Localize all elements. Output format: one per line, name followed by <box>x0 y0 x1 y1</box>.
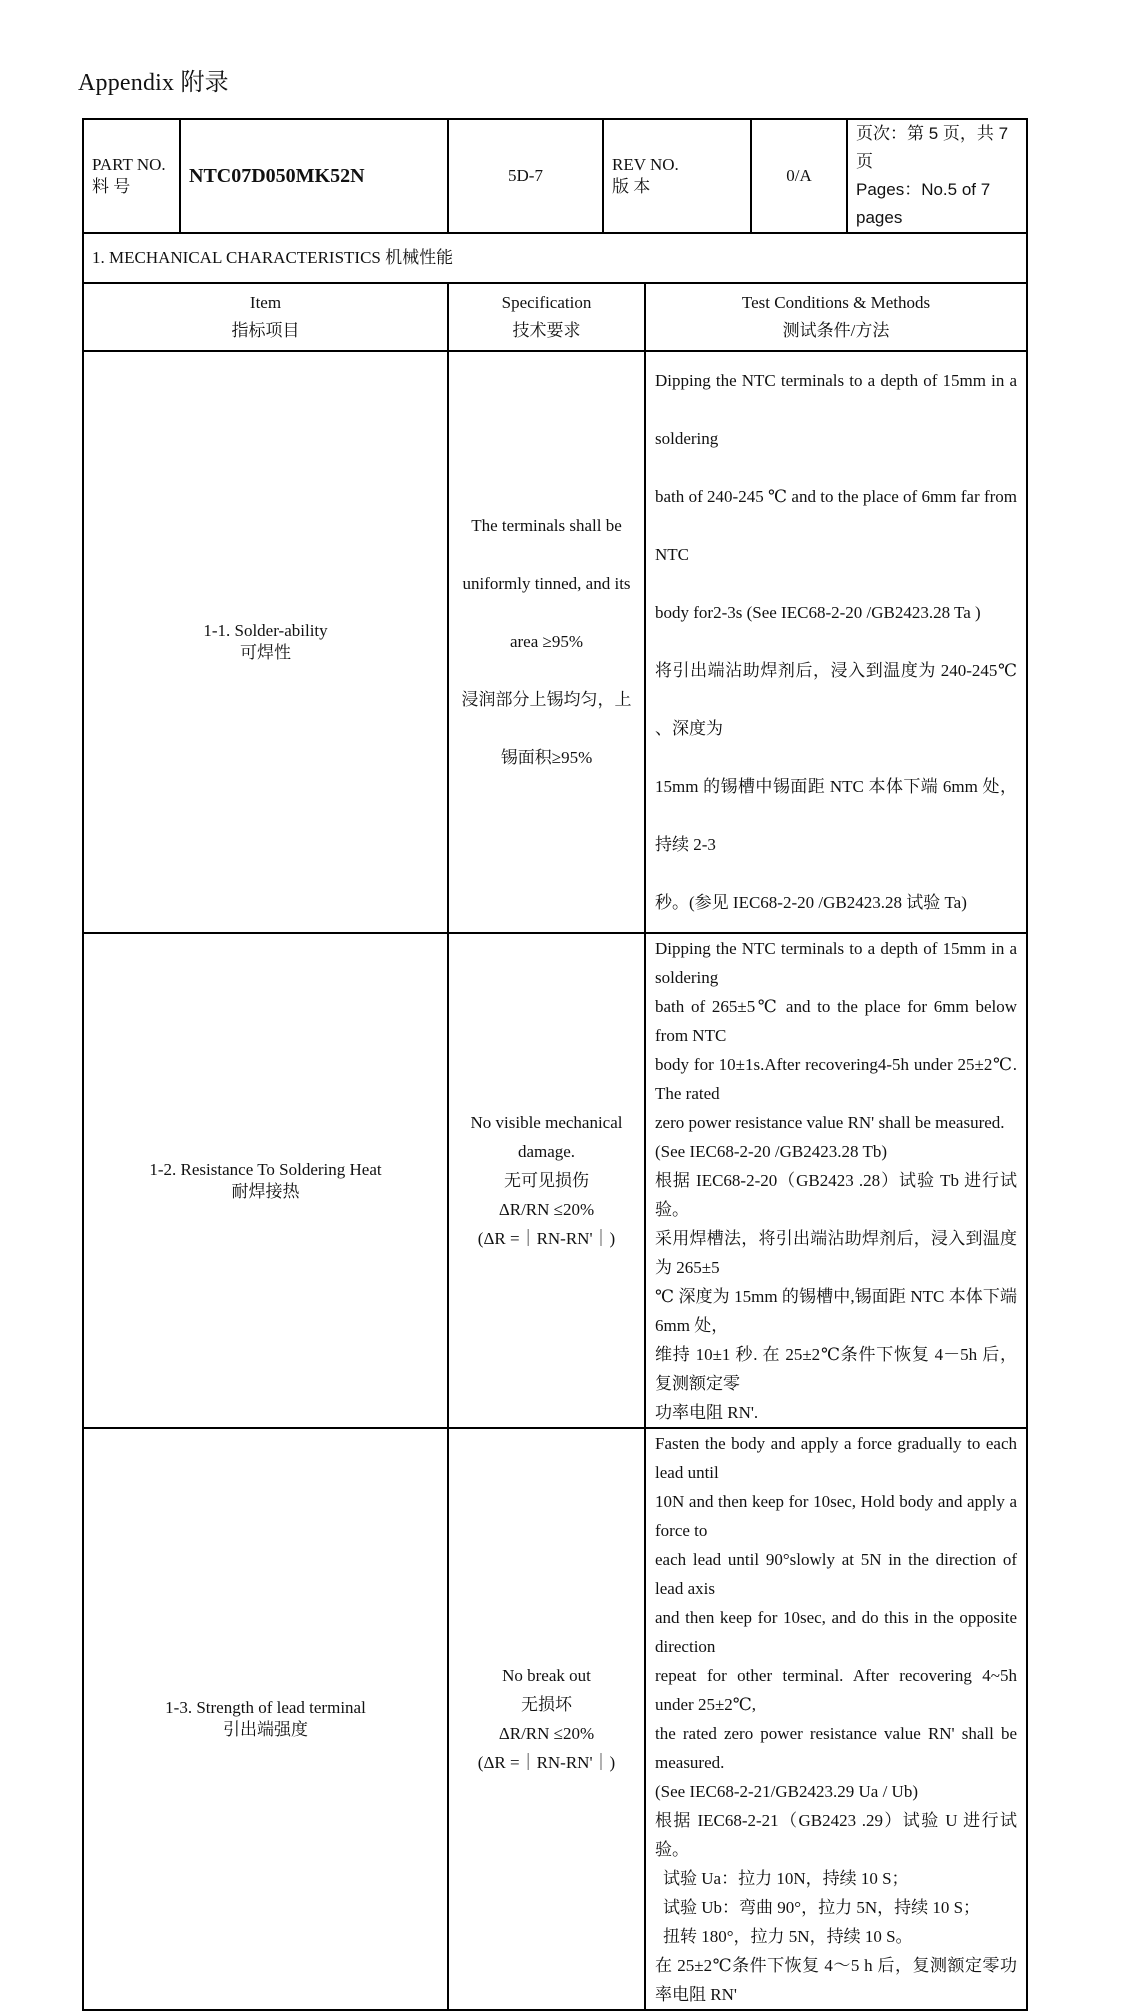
method-line: 扭转 180°，拉力 5N，持续 10 S。 <box>663 1927 913 1947</box>
method-line: bath of 265±5℃ and to the place for 6mm below from NTC <box>655 997 1017 1046</box>
method-line: the rated zero power resistance value RN' shall be measured. <box>655 1724 1017 1773</box>
part-label-en: PART NO. <box>92 155 166 174</box>
spec-line: (ΔR =｜RN-RN'｜) <box>477 1753 616 1773</box>
spec-line: (ΔR =｜RN-RN'｜) <box>477 1229 616 1249</box>
method-line: zero power resistance value RN' shall be measured. <box>655 1113 1005 1133</box>
spec-line: 无可见损伤 <box>504 1171 589 1191</box>
method-line: and then keep for 10sec, and do this in the opposite direction <box>655 1608 1017 1657</box>
item-name-cn: 耐焊接热 <box>231 1181 300 1201</box>
method-line: 试验 Ua：拉力 10N，持续 10 S； <box>663 1869 909 1889</box>
part-info-row <box>83 119 1027 233</box>
spec-line: uniformly tinned, and its <box>462 574 631 594</box>
item-cell <box>83 351 448 933</box>
item-cell <box>83 1428 448 2010</box>
item-cell <box>83 933 448 1428</box>
part-number: NTC07D050MK52N <box>180 119 448 233</box>
method-line: Fasten the body and apply a force gradually to each lead until <box>655 1434 1017 1483</box>
method-line: ℃ 深度为 15mm 的锡槽中,锡面距 NTC 本体下端 6mm 处， <box>655 1287 1017 1336</box>
spec-line: No break out <box>502 1666 591 1686</box>
method-header-en: Test Conditions & Methods <box>741 293 931 313</box>
part-label-cell <box>83 119 180 233</box>
item-name-cn: 引出端强度 <box>223 1720 308 1740</box>
spec-table <box>82 118 1028 2011</box>
method-line: 维持 10±1 秒. 在 25±2℃条件下恢复 4－5h 后，复测额定零 <box>655 1345 1017 1394</box>
method-line: 根据 IEC68-2-20（GB2423 .28）试验 Tb 进行试验。 <box>655 1171 1017 1220</box>
spec-header-cn: 技术要求 <box>512 321 581 341</box>
spec-line: ΔR/RN ≤20% <box>498 1724 595 1744</box>
item-name-cn: 可焊性 <box>240 643 291 663</box>
method-line: Dipping the NTC terminals to a depth of 15mm in a soldering <box>655 371 1017 449</box>
method-line: bath of 240-245 ℃ and to the place of 6mm far from NTC <box>655 487 1017 565</box>
method-header <box>645 283 1027 351</box>
method-line: repeat for other terminal. After recovering 4~5h under 25±2℃, <box>655 1666 1017 1715</box>
rev-label-cn: 版 本 <box>612 177 651 197</box>
method-line: (See IEC68-2-20 /GB2423.28 Tb) <box>655 1142 887 1162</box>
rev-label-cell <box>603 119 751 233</box>
spec-header <box>448 283 645 351</box>
spec-cell <box>448 351 645 933</box>
item-name-en: 1-3. Strength of lead terminal <box>165 1698 366 1718</box>
method-line: 在 25±2℃条件下恢复 4～5 h 后，复测额定零功率电阻 RN' <box>655 1956 1017 2005</box>
part-label-cn: 料 号 <box>92 177 131 197</box>
spec-cell <box>448 1428 645 2010</box>
method-line: 10N and then keep for 10sec, Hold body and apply a force to <box>655 1492 1017 1541</box>
method-line: 15mm 的锡槽中锡面距 NTC 本体下端 6mm 处，持续 2-3 <box>655 777 1017 855</box>
item-name-en: 1-2. Resistance To Soldering Heat <box>149 1159 382 1179</box>
method-cell <box>645 933 1027 1428</box>
spec-line: 无损坏 <box>521 1695 572 1715</box>
page-info-en: Pages：No.5 of 7 pages <box>856 180 991 228</box>
method-line: Dipping the NTC terminals to a depth of 15mm in a soldering <box>655 939 1017 988</box>
spec-header-en: Specification <box>501 293 592 313</box>
item-header-en: Item <box>249 293 282 313</box>
method-line: 试验 Ub：弯曲 90°，拉力 5N，持续 10 S； <box>663 1898 981 1918</box>
spec-line: ΔR/RN ≤20% <box>498 1200 595 1220</box>
method-line: body for 10±1s.After recovering4-5h under 25±2℃. The rated <box>655 1055 1017 1104</box>
table-row <box>83 933 1027 1428</box>
table-row <box>83 351 1027 933</box>
item-name-en: 1-1. Solder-ability <box>203 621 328 641</box>
item-header-cn: 指标项目 <box>231 321 300 341</box>
method-line: 将引出端沾助焊剂后，浸入到温度为 240-245℃ 、深度为 <box>655 661 1017 739</box>
method-line: 根据 IEC68-2-21（GB2423 .29）试验 U 进行试验。 <box>655 1811 1017 1860</box>
part-code: 5D-7 <box>448 119 603 233</box>
spec-cell <box>448 933 645 1428</box>
page-info-cn: 页次：第 5 页，共 7 页 <box>856 124 1009 172</box>
section-title: 1. MECHANICAL CHARACTERISTICS 机械性能 <box>83 233 1027 283</box>
spec-line: No visible mechanical <box>470 1113 623 1133</box>
page-info-cell <box>847 119 1027 233</box>
method-line: body for2-3s (See IEC68-2-20 /GB2423.28 Ta ) <box>655 603 981 623</box>
rev-value: 0/A <box>751 119 847 233</box>
table-row <box>83 1428 1027 2010</box>
method-line: each lead until 90°slowly at 5N in the direction of lead axis <box>655 1550 1017 1599</box>
spec-line: damage. <box>517 1142 576 1162</box>
column-header-row <box>83 283 1027 351</box>
method-line: 功率电阻 RN'. <box>655 1403 759 1423</box>
spec-line: 浸润部分上锡均匀，上 <box>461 690 632 710</box>
spec-line: 锡面积≥95% <box>500 748 593 768</box>
section-row <box>83 233 1027 283</box>
item-header <box>83 283 448 351</box>
spec-line: area ≥95% <box>509 632 584 652</box>
rev-label-en: REV NO. <box>612 155 679 174</box>
spec-line: The terminals shall be <box>471 516 622 536</box>
method-line: 秒。(参见 IEC68-2-20 /GB2423.28 试验 Ta) <box>655 893 967 913</box>
method-cell <box>645 1428 1027 2010</box>
method-cell <box>645 351 1027 933</box>
method-header-cn: 测试条件/方法 <box>782 321 890 341</box>
method-line: (See IEC68-2-21/GB2423.29 Ua / Ub) <box>655 1782 918 1802</box>
appendix-title: Appendix 附录 <box>78 70 229 96</box>
method-line: 采用焊槽法，将引出端沾助焊剂后，浸入到温度为 265±5 <box>655 1229 1017 1278</box>
